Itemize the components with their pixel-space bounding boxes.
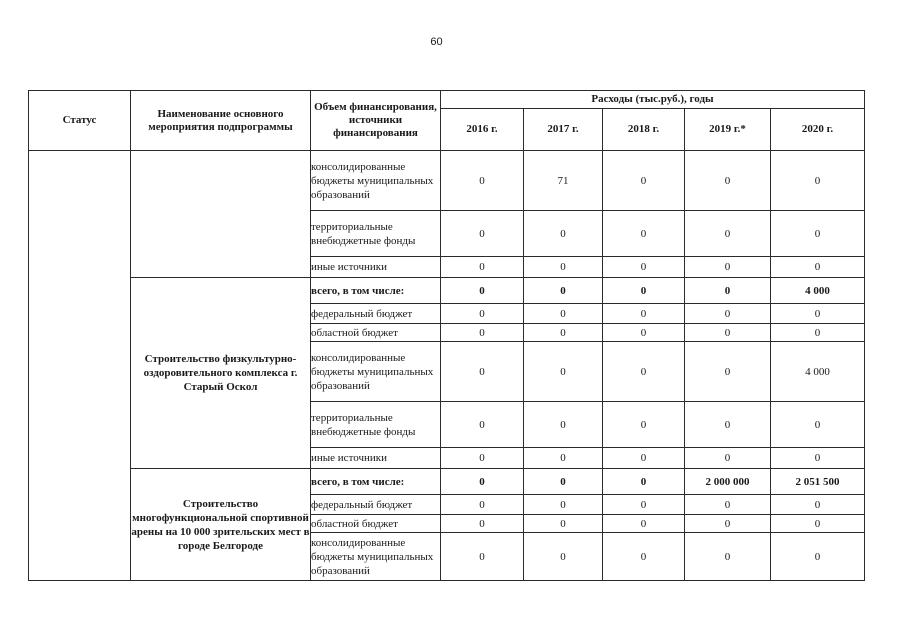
amount-cell: 0 — [524, 515, 603, 533]
amount-cell: 0 — [441, 151, 524, 211]
amount-cell: 2 000 000 — [685, 469, 771, 495]
header-year: 2016 г. — [441, 109, 524, 151]
amount-cell: 0 — [603, 515, 685, 533]
table-row — [29, 278, 865, 304]
amount-cell: 0 — [441, 448, 524, 469]
amount-cell: 0 — [441, 211, 524, 257]
amount-cell: 0 — [524, 495, 603, 515]
amount-cell: 0 — [603, 278, 685, 304]
amount-cell: 0 — [524, 448, 603, 469]
amount-cell: 0 — [524, 304, 603, 324]
amount-cell: 0 — [685, 448, 771, 469]
header-year: 2020 г. — [771, 109, 865, 151]
amount-cell: 0 — [441, 469, 524, 495]
funding-source: иные источники — [311, 257, 441, 278]
amount-cell: 0 — [685, 533, 771, 581]
amount-cell: 0 — [771, 324, 865, 342]
amount-cell: 0 — [685, 495, 771, 515]
funding-source: иные источники — [311, 448, 441, 469]
amount-cell: 0 — [524, 278, 603, 304]
amount-cell: 0 — [685, 278, 771, 304]
amount-cell: 0 — [603, 304, 685, 324]
amount-cell: 0 — [441, 402, 524, 448]
header-name: Наименование основного мероприятия подпрограммы — [131, 91, 311, 151]
funding-source: территориальные внебюджетные фонды — [311, 402, 441, 448]
amount-cell: 0 — [771, 257, 865, 278]
amount-cell: 0 — [771, 448, 865, 469]
amount-cell: 0 — [685, 211, 771, 257]
page-number: 60 — [430, 36, 443, 48]
amount-cell: 0 — [441, 278, 524, 304]
event-name — [131, 151, 311, 278]
amount-cell: 0 — [603, 342, 685, 402]
header-status: Статус — [29, 91, 131, 151]
amount-cell: 0 — [441, 304, 524, 324]
amount-cell: 0 — [524, 469, 603, 495]
funding-source: федеральный бюджет — [311, 495, 441, 515]
funding-source: консолидированные бюджеты муниципальных образований — [311, 533, 441, 581]
amount-cell: 0 — [685, 402, 771, 448]
header-year: 2018 г. — [603, 109, 685, 151]
amount-cell: 0 — [441, 257, 524, 278]
amount-cell: 0 — [771, 304, 865, 324]
funding-source: федеральный бюджет — [311, 304, 441, 324]
amount-cell: 0 — [524, 533, 603, 581]
amount-cell: 0 — [771, 515, 865, 533]
event-name: Строительство физкультурно-оздоровительного комплекса г. Старый Оскол — [131, 278, 311, 469]
amount-cell: 0 — [685, 257, 771, 278]
amount-cell: 0 — [524, 324, 603, 342]
amount-cell: 0 — [524, 257, 603, 278]
amount-cell: 0 — [524, 342, 603, 402]
amount-cell: 0 — [441, 324, 524, 342]
amount-cell: 0 — [771, 533, 865, 581]
amount-cell: 0 — [524, 402, 603, 448]
funding-table — [28, 90, 865, 581]
amount-cell: 0 — [603, 469, 685, 495]
event-name: Строительство многофункциональной спортивной арены на 10 000 зрительских мест в городе Белгороде — [131, 469, 311, 581]
funding-source: консолидированные бюджеты муниципальных образований — [311, 342, 441, 402]
table-row — [29, 151, 865, 211]
status-cell — [29, 151, 131, 581]
amount-cell: 4 000 — [771, 342, 865, 402]
amount-cell: 0 — [685, 304, 771, 324]
amount-cell: 0 — [441, 533, 524, 581]
table-body — [29, 151, 865, 581]
amount-cell: 0 — [441, 342, 524, 402]
header-year: 2017 г. — [524, 109, 603, 151]
amount-cell: 0 — [685, 515, 771, 533]
funding-source: всего, в том числе: — [311, 469, 441, 495]
amount-cell: 4 000 — [771, 278, 865, 304]
amount-cell: 2 051 500 — [771, 469, 865, 495]
amount-cell: 71 — [524, 151, 603, 211]
amount-cell: 0 — [603, 151, 685, 211]
funding-source: территориальные внебюджетные фонды — [311, 211, 441, 257]
amount-cell: 0 — [603, 533, 685, 581]
table-header — [29, 91, 865, 151]
amount-cell: 0 — [771, 151, 865, 211]
header-year: 2019 г.* — [685, 109, 771, 151]
amount-cell: 0 — [603, 324, 685, 342]
amount-cell: 0 — [603, 257, 685, 278]
funding-source: областной бюджет — [311, 324, 441, 342]
header-volume: Объем финансирования, источники финансирования — [311, 91, 441, 151]
amount-cell: 0 — [441, 515, 524, 533]
amount-cell: 0 — [603, 495, 685, 515]
amount-cell: 0 — [771, 211, 865, 257]
amount-cell: 0 — [685, 151, 771, 211]
amount-cell: 0 — [524, 211, 603, 257]
funding-source: консолидированные бюджеты муниципальных образований — [311, 151, 441, 211]
funding-source: всего, в том числе: — [311, 278, 441, 304]
header-expenses: Расходы (тыс.руб.), годы — [441, 91, 865, 109]
amount-cell: 0 — [685, 324, 771, 342]
amount-cell: 0 — [441, 495, 524, 515]
amount-cell: 0 — [771, 495, 865, 515]
amount-cell: 0 — [771, 402, 865, 448]
funding-source: областной бюджет — [311, 515, 441, 533]
amount-cell: 0 — [603, 448, 685, 469]
amount-cell: 0 — [603, 402, 685, 448]
amount-cell: 0 — [685, 342, 771, 402]
table-row — [29, 469, 865, 495]
amount-cell: 0 — [603, 211, 685, 257]
